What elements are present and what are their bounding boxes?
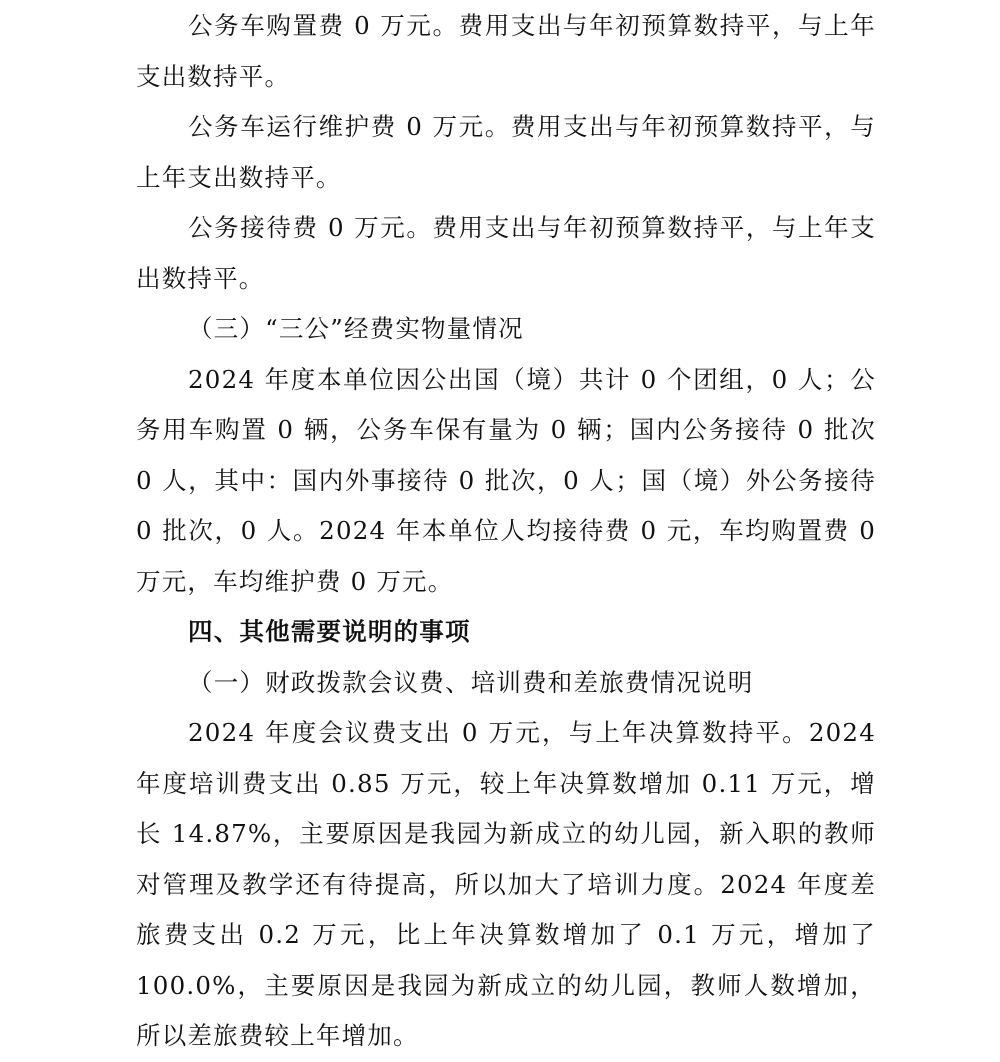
paragraph-car-maintenance: 公务车运行维护费 0 万元。费用支出与年初预算数持平，与上年支出数持平。 (136, 112, 876, 192)
section-3-heading: （三）“三公”经费实物量情况 (188, 314, 524, 343)
paragraph-part-4-sub-1-body: 2024 年度会议费支出 0 万元，与上年决算数持平。2024 年度培训费支出 0.85 万元，较上年决算数增加 0.11 万元，增长 14.87%，主要原因是我园为新成立的幼儿园，新入职的教师对管理及教学还有待提高，所以加大了培训力度。2024 年度差旅费支出 0.2 万元，比上年决算数增加了 0.1 万元，增加了 100.0%，主要原因是我园为新成立的幼儿园，教师人数增加，所以差旅费较上年增加。 (136, 718, 876, 1050)
part-4-sub-1-heading: （一）财政拨款会议费、培训费和差旅费情况说明 (188, 667, 754, 697)
part-4-heading: 四、其他需要说明的事项 (188, 617, 471, 646)
document-page (136, 0, 876, 1062)
paragraph-reception: 公务接待费 0 万元。费用支出与年初预算数持平，与上年支出数持平。 (136, 213, 876, 293)
paragraph-car-purchase: 公务车购置费 0 万元。费用支出与年初预算数持平，与上年支出数持平。 (136, 11, 876, 91)
paragraph-section-3-body: 2024 年度本单位因公出国（境）共计 0 个团组，0 人；公务用车购置 0 辆，公务车保有量为 0 辆；国内公务接待 0 批次 0 人，其中：国内外事接待 0 批次，0 人；国（境）外公务接待 0 批次，0 人。2024 年本单位人均接待费 0 元，车均购置费 0 万元，车均维护费 0 万元。 (136, 364, 876, 596)
